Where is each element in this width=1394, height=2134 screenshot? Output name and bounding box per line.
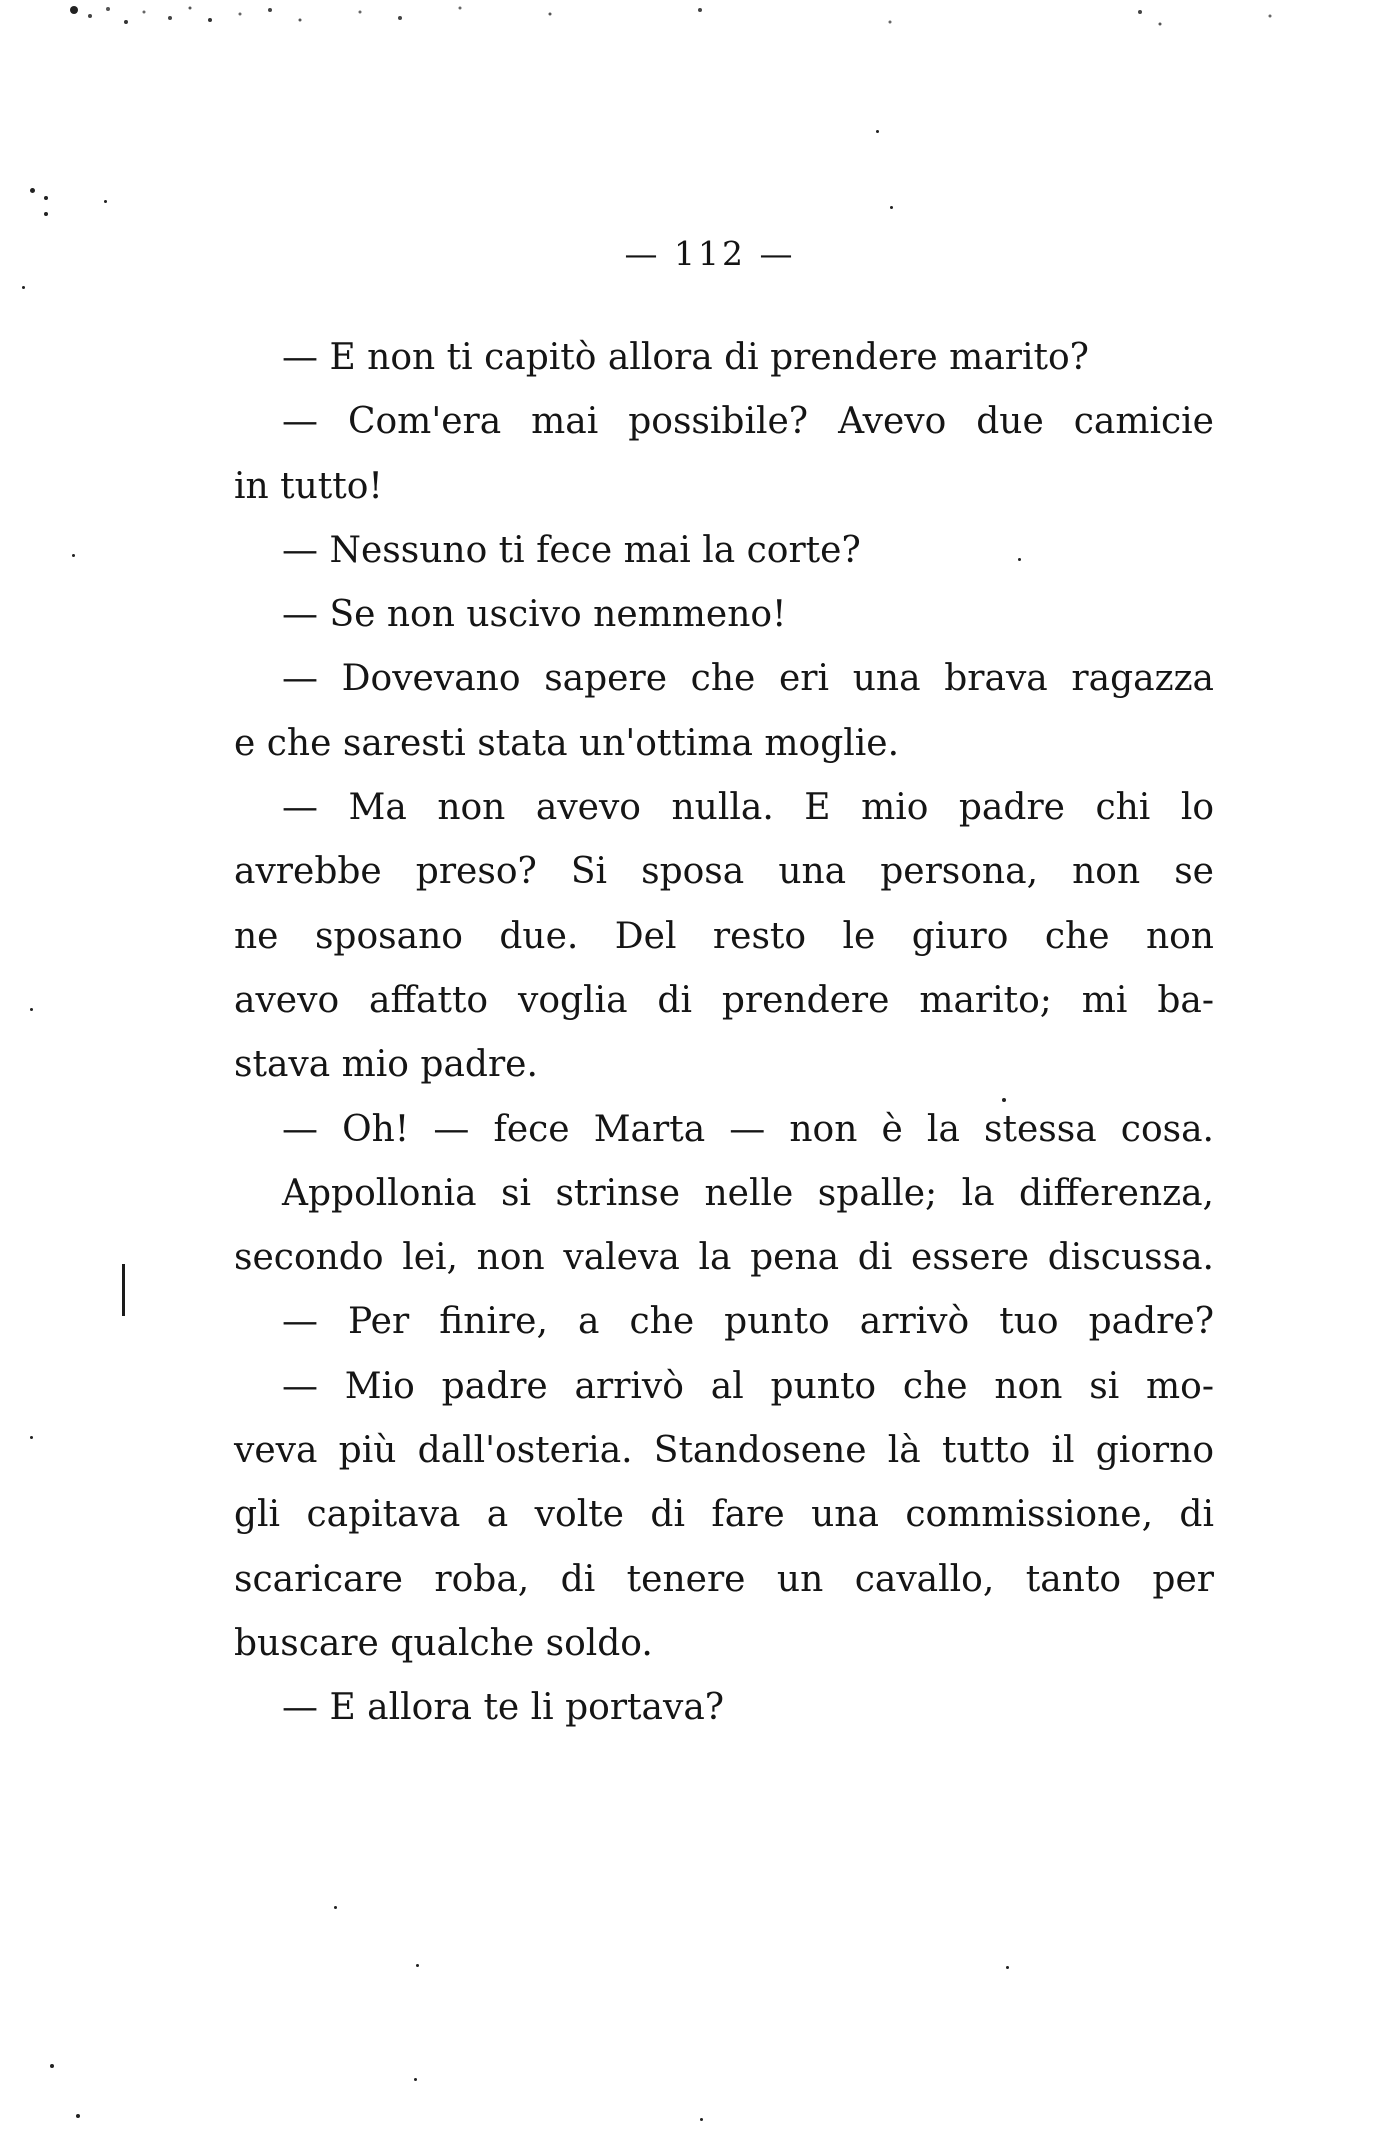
- body-text: [234, 326, 1214, 1741]
- margin-speck: [76, 2114, 80, 2118]
- text-line: — E allora te li portava?: [282, 1687, 725, 1729]
- margin-mark: [122, 1264, 125, 1316]
- margin-speck: [876, 130, 879, 133]
- text-line: ne sposano due. Del resto le giuro che non: [234, 915, 1214, 957]
- text-line: — Com'era mai possibile? Avevo due camicie: [282, 401, 1214, 443]
- text-line: in tutto!: [234, 465, 383, 507]
- margin-speck: [30, 1008, 33, 1011]
- margin-speck: [416, 1964, 419, 1967]
- margin-speck: [30, 188, 35, 193]
- margin-speck: [22, 286, 25, 289]
- margin-speck: [44, 212, 48, 216]
- margin-speck: [104, 200, 107, 203]
- text-line: avrebbe preso? Si sposa una persona, non se: [234, 851, 1214, 893]
- text-line: avevo affatto voglia di prendere marito; mi ba-: [234, 979, 1214, 1021]
- margin-speck: [1006, 1966, 1009, 1969]
- text-line: — Mio padre arrivò al punto che non si mo-: [282, 1365, 1214, 1407]
- margin-speck: [50, 2064, 54, 2068]
- text-line: stava mio padre.: [234, 1044, 538, 1086]
- margin-speck: [334, 1906, 337, 1909]
- text-line: — Oh! — fece Marta — non è la stessa cosa.: [282, 1108, 1214, 1150]
- text-line: — Se non uscivo nemmeno!: [282, 594, 787, 636]
- text-line: — Dovevano sapere che eri una brava ragazza: [282, 658, 1214, 700]
- margin-speck: [30, 1436, 33, 1439]
- margin-speck: [414, 2078, 417, 2081]
- margin-speck: [44, 196, 48, 200]
- text-line: scaricare roba, di tenere un cavallo, tanto per: [234, 1558, 1214, 1600]
- text-line: — Ma non avevo nulla. E mio padre chi lo: [282, 787, 1214, 829]
- margin-speck: [700, 2118, 703, 2121]
- text-line: gli capitava a volte di fare una commissione, di: [234, 1494, 1214, 1536]
- text-line: e che saresti stata un'ottima moglie.: [234, 722, 900, 764]
- margin-speck: [890, 206, 893, 209]
- text-line: — Nessuno ti fece mai la corte?: [282, 529, 861, 571]
- text-line: buscare qualche soldo.: [234, 1622, 653, 1664]
- text-line: Appollonia si strinse nelle spalle; la differenza,: [282, 1172, 1214, 1214]
- text-line: secondo lei, non valeva la pena di essere discussa.: [234, 1237, 1214, 1279]
- top-edge-specks: [60, 0, 1290, 36]
- page-number: — 112 —: [624, 234, 796, 273]
- margin-speck: [72, 554, 75, 557]
- text-line: — Per finire, a che punto arrivò tuo padre?: [282, 1301, 1214, 1343]
- text-line: — E non ti capitò allora di prendere marito?: [282, 337, 1089, 378]
- text-line: veva più dall'osteria. Standosene là tutto il giorno: [234, 1430, 1214, 1472]
